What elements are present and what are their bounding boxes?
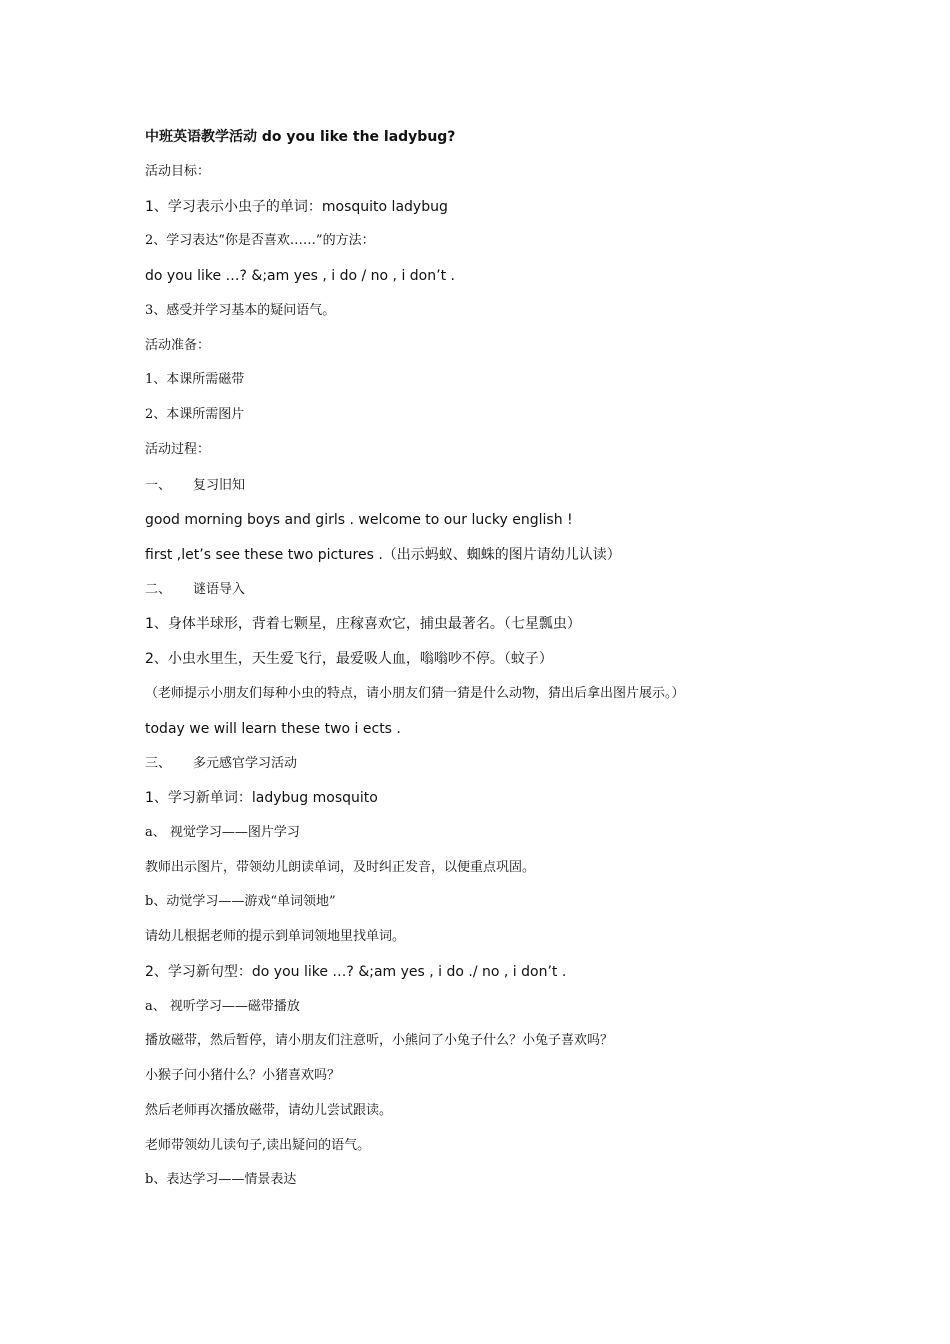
new-sentence: 2、学习新句型：do you like …? &;am yes , i do ./ no , i don’t . (145, 964, 567, 980)
section-2-heading (145, 580, 845, 600)
today-line: today we will learn these two i ects . (145, 721, 401, 737)
audio-desc-1: 播放磁带，然后暂停，请小朋友们注意听，小熊问了小兔子什么？小兔子喜欢吗？ (145, 1033, 614, 1048)
audio-desc-4: 老师带领幼儿读句子,读出疑问的语气。 (145, 1138, 371, 1153)
section-1-title: 复习旧知 (193, 478, 246, 493)
objective-1: 1、学习表示小虫子的单词：mosquito ladybug (145, 199, 448, 215)
kinesthetic-learning-desc: 请幼儿根据老师的提示到单词领地里找单词。 (145, 929, 406, 944)
section-3-title: 多元感官学习活动 (193, 756, 298, 771)
expression-learning: b、表达学习——情景表达 (145, 1172, 297, 1187)
new-words: 1、学习新单词：ladybug mosquito (145, 790, 378, 806)
objective-2: 2、学习表达“你是否喜欢……”的方法： (145, 233, 375, 248)
objective-3: 3、感受并学习基本的疑问语气。 (145, 303, 336, 318)
section-2-number: 二、 (145, 582, 172, 597)
greeting-line: good morning boys and girls . welcome to our lucky english ! (145, 512, 573, 528)
pictures-line: first ,let’s see these two pictures .（出示蚂蚁、蜘蛛的图片请幼儿认读） (145, 547, 621, 563)
audio-visual-learning: a、 视听学习——磁带播放 (145, 999, 300, 1014)
preparation-1: 1、本课所需磁带 (145, 372, 245, 387)
section-1-number: 一、 (145, 478, 172, 493)
visual-learning: a、 视觉学习——图片学习 (145, 825, 300, 840)
visual-learning-desc: 教师出示图片，带领幼儿朗读单词，及时纠正发音，以便重点巩固。 (145, 860, 536, 875)
audio-desc-2: 小猴子问小猪什么？小猪喜欢吗？ (145, 1068, 341, 1083)
section-1-heading (145, 476, 845, 496)
riddle-2: 2、小虫水里生，天生爱飞行，最爱吸人血，嗡嗡吵不停。（蚊子） (145, 651, 553, 667)
section-3-heading (145, 754, 845, 774)
section-2-title: 谜语导入 (193, 582, 246, 597)
riddle-1: 1、身体半球形，背着七颗星，庄稼喜欢它，捕虫最著名。（七星瓢虫） (145, 616, 581, 632)
audio-desc-3: 然后老师再次播放磁带，请幼儿尝试跟读。 (145, 1103, 393, 1118)
heading-process: 活动过程： (145, 442, 211, 457)
kinesthetic-learning: b、动觉学习——游戏“单词领地” (145, 894, 336, 909)
preparation-2: 2、本课所需图片 (145, 407, 245, 422)
section-3-number: 三、 (145, 756, 172, 771)
heading-objectives: 活动目标： (145, 164, 211, 179)
objective-2-sentence: do you like …? &;am yes , i do / no , i don’t . (145, 268, 455, 284)
teacher-hint: （老师提示小朋友们每种小虫的特点，请小朋友们猜一猜是什么动物，猜出后拿出图片展示。） (145, 686, 685, 701)
heading-preparation: 活动准备： (145, 338, 211, 353)
doc-title: 中班英语教学活动 do you like the ladybug? (145, 129, 456, 145)
